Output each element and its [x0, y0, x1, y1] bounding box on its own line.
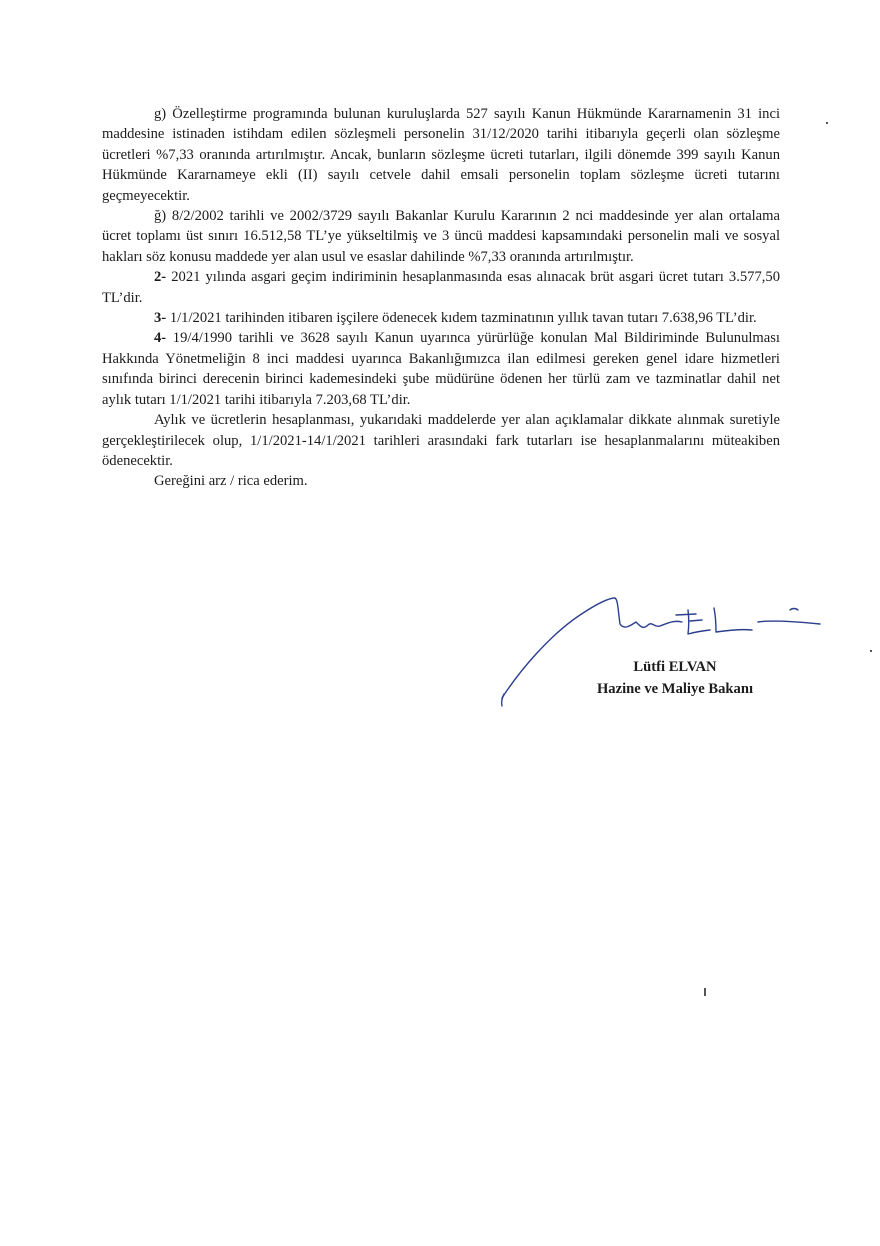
- signature-stroke: [690, 620, 702, 621]
- signatory-title: Hazine ve Maliye Bakanı: [596, 681, 754, 697]
- signature-stroke: [502, 694, 504, 706]
- item-number: 4-: [154, 330, 167, 347]
- signatory-name: Lütfi ELVAN: [633, 659, 717, 675]
- scan-speck: [704, 988, 706, 996]
- paragraph-text: Aylık ve ücretlerin hesaplanması, yukarıdaki maddelerde yer alan açıklamalar dikkate alınmak suretiyle gerçekleştirilecek olup, 1/1/2021-14/1/2021 tarihleri arasındaki fark tutarları ise hesaplanmalarını müteakiben ödenecektir.: [102, 412, 780, 469]
- scan-speck: [826, 122, 828, 124]
- item-number: 2-: [154, 269, 167, 286]
- paragraph-closing: [102, 410, 780, 471]
- paragraph-3: [102, 308, 780, 328]
- paragraph-2: [102, 267, 780, 308]
- paragraph-text: ğ) 8/2/2002 tarihli ve 2002/3729 sayılı Bakanlar Kurulu Kararının 2 nci maddesinde yer alan ortalama ücret toplamı üst sınırı 16.512,58 TL’ye yükseltilmiş ve 3 üncü maddesi kapsamındaki personelin mali ve sosyal hakları söz konusu maddede yer alan usul ve esaslar dahilinde %7,33 oranında artırılmıştır.: [102, 208, 780, 265]
- paragraph-4: [102, 328, 780, 410]
- signature-stroke: [758, 621, 820, 624]
- paragraph-gh: [102, 206, 780, 267]
- scan-speck: [870, 650, 872, 652]
- paragraph-text: Gereğini arz / rica ederim.: [154, 473, 308, 490]
- paragraph-text: g) Özelleştirme programında bulunan kuruluşlarda 527 sayılı Kanun Hükmünde Kararnamenin 31 inci maddesine istinaden istihdam edilen sözleşmeli personelin 31/12/2020 tarihi itibarıyla geçerli olan sözleşme ücretleri %7,33 oranında artırılmıştır. Ancak, bunların sözleşme ücreti tutarları, ilgili dönemde 399 sayılı Kanun Hükmünde Kararnameye ekli (II) sayılı cetvele dahil emsali personelin toplam sözleşme ücreti tutarını geçmeyecektir.: [102, 106, 780, 204]
- signature-stroke: [790, 609, 798, 611]
- signature-stroke: [676, 614, 696, 615]
- paragraph-text: 1/1/2021 tarihinden itibaren işçilere ödenecek kıdem tazminatının yıllık tavan tutarı 7.638,96 TL’dir.: [166, 310, 757, 327]
- paragraph-text: 19/4/1990 tarihli ve 3628 sayılı Kanun uyarınca yürürlüğe konulan Mal Bildiriminde Bulunulması Hakkında Yönetmeliğin 8 inci maddesi uyarınca Bakanlığımızca ilan edilmesi gereken genel idare hizmetleri sınıfında birinci derecenin birinci kademesindeki şube müdürüne ödenen her türlü zam ve tazminatlar dahil net aylık tutarı 1/1/2021 tarihi itibarıyla 7.203,68 TL’dir.: [102, 330, 780, 408]
- signature-block: [560, 656, 790, 700]
- paragraph-text: 2021 yılında asgari geçim indiriminin hesaplanmasında esas alınacak brüt asgari ücret tutarı 3.577,50 TL’dir.: [102, 269, 780, 306]
- signature-stroke: [714, 608, 752, 632]
- paragraph-g: [102, 104, 780, 206]
- item-number: 3-: [154, 310, 167, 327]
- paragraph-request: [102, 471, 780, 491]
- document-body: [102, 104, 780, 492]
